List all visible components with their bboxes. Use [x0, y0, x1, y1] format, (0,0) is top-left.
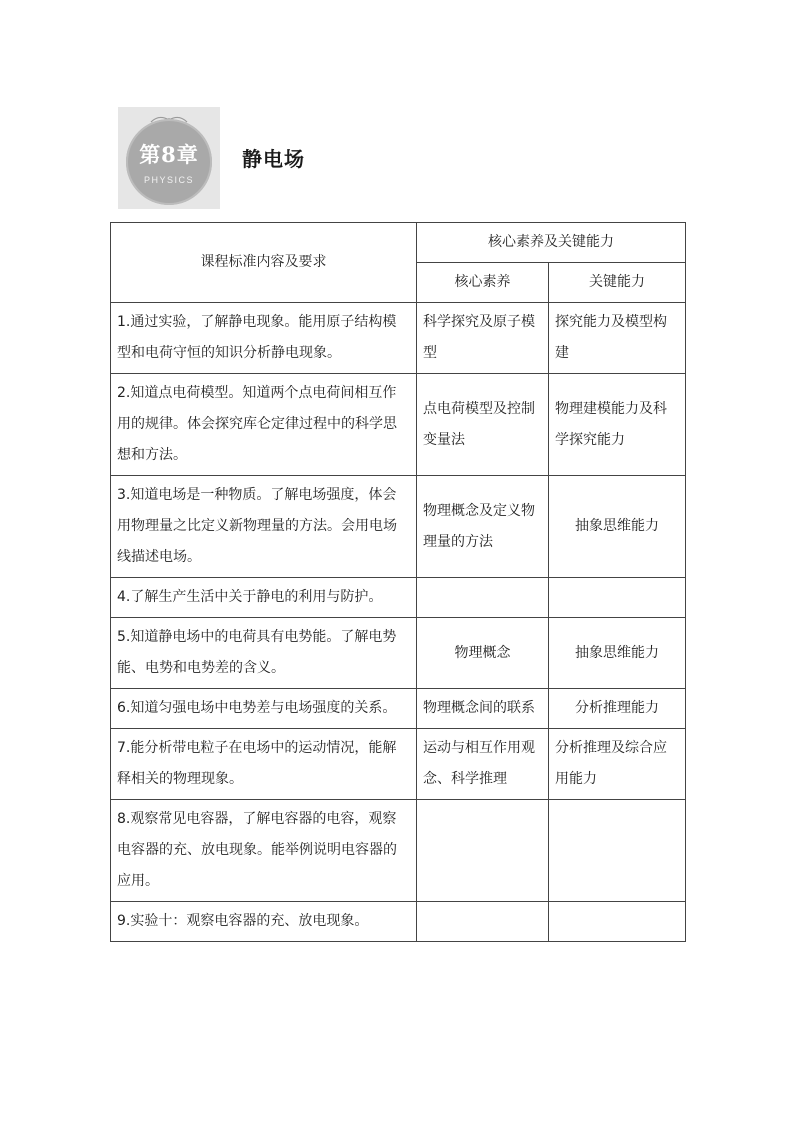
chapter-badge	[118, 107, 220, 209]
chapter-number: 第8章	[139, 142, 199, 167]
literacy-cell: 运动与相互作用观念、科学推理	[417, 729, 549, 800]
table-row	[111, 476, 686, 578]
ability-cell: 分析推理能力	[549, 689, 686, 729]
literacy-cell: 物理概念	[417, 618, 549, 689]
literacy-cell: 点电荷模型及控制变量法	[417, 374, 549, 476]
table-row	[111, 374, 686, 476]
requirement-cell: 4.了解生产生活中关于静电的利用与防护。	[111, 578, 417, 618]
literacy-cell: 物理概念间的联系	[417, 689, 549, 729]
table-header-row	[111, 223, 686, 263]
ability-cell	[549, 800, 686, 902]
requirement-cell: 3.知道电场是一种物质。了解电场强度，体会用物理量之比定义新物理量的方法。会用电场线描述电场。	[111, 476, 417, 578]
requirement-cell: 9.实验十：观察电容器的充、放电现象。	[111, 902, 417, 942]
ability-cell: 探究能力及模型构建	[549, 303, 686, 374]
ability-cell: 抽象思维能力	[549, 476, 686, 578]
requirement-cell: 8.观察常见电容器，了解电容器的电容，观察电容器的充、放电现象。能举例说明电容器的应用。	[111, 800, 417, 902]
table-row	[111, 578, 686, 618]
chapter-badge-circle	[126, 119, 212, 205]
literacy-cell	[417, 902, 549, 942]
ability-cell	[549, 902, 686, 942]
literacy-cell	[417, 578, 549, 618]
header-requirement: 课程标准内容及要求	[111, 223, 417, 303]
ability-cell: 物理建模能力及科学探究能力	[549, 374, 686, 476]
header-group: 核心素养及关键能力	[417, 223, 686, 263]
requirement-cell: 7.能分析带电粒子在电场中的运动情况，能解释相关的物理现象。	[111, 729, 417, 800]
curriculum-standards-table	[110, 222, 686, 942]
literacy-cell: 物理概念及定义物理量的方法	[417, 476, 549, 578]
requirement-cell: 2.知道点电荷模型。知道两个点电荷间相互作用的规律。体会探究库仑定律过程中的科学思想和方法。	[111, 374, 417, 476]
table-row	[111, 689, 686, 729]
chapter-badge-subtitle: PHYSICS	[143, 175, 194, 185]
chapter-title: 静电场	[242, 147, 305, 171]
literacy-cell	[417, 800, 549, 902]
table-row	[111, 902, 686, 942]
table-row	[111, 618, 686, 689]
ability-cell	[549, 578, 686, 618]
table-row	[111, 729, 686, 800]
header-literacy: 核心素养	[417, 263, 549, 303]
ability-cell: 抽象思维能力	[549, 618, 686, 689]
table-row	[111, 800, 686, 902]
table-row	[111, 303, 686, 374]
requirement-cell: 1.通过实验，了解静电现象。能用原子结构模型和电荷守恒的知识分析静电现象。	[111, 303, 417, 374]
requirement-cell: 5.知道静电场中的电荷具有电势能。了解电势能、电势和电势差的含义。	[111, 618, 417, 689]
literacy-cell: 科学探究及原子模型	[417, 303, 549, 374]
header-ability: 关键能力	[549, 263, 686, 303]
ability-cell: 分析推理及综合应用能力	[549, 729, 686, 800]
requirement-cell: 6.知道匀强电场中电势差与电场强度的关系。	[111, 689, 417, 729]
